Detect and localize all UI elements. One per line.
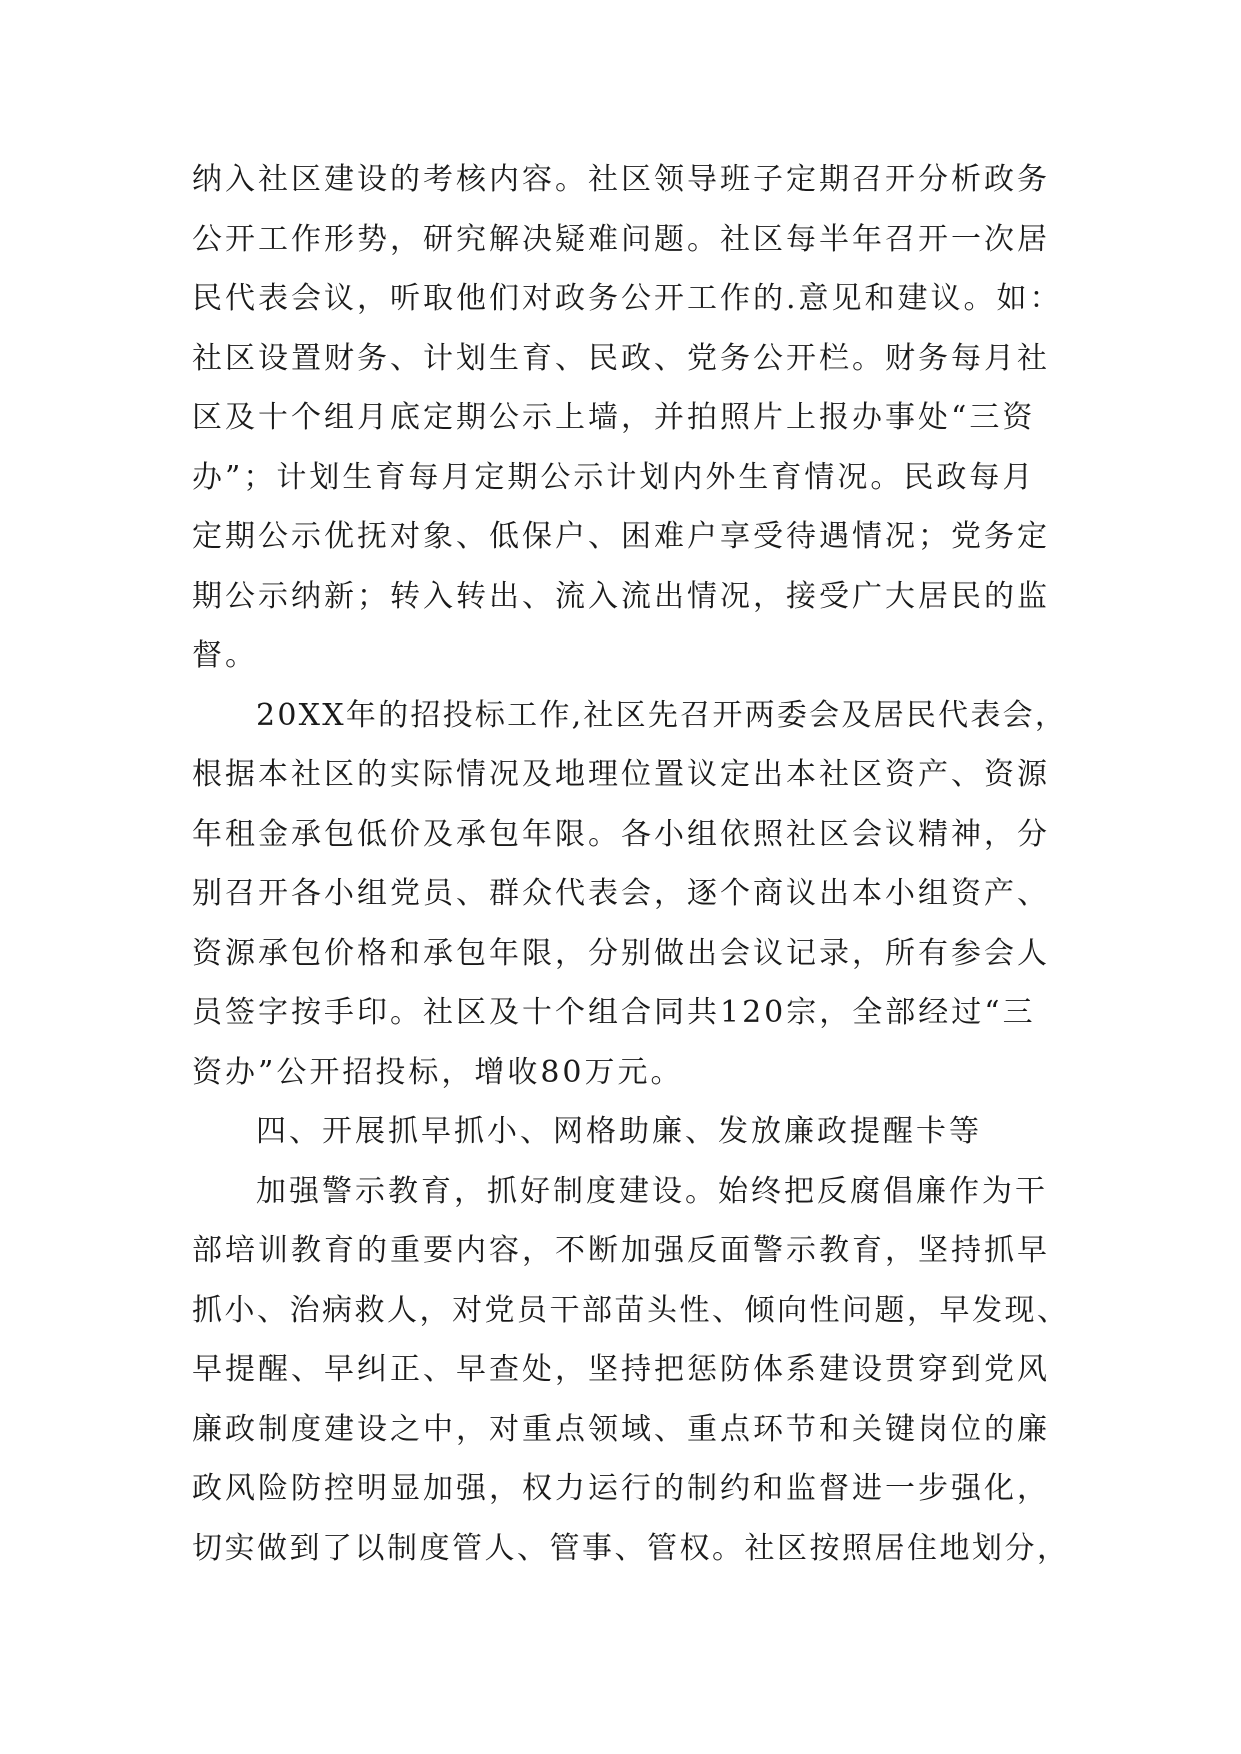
text-line: 年租金承包低价及承包年限。各小组依照社区会议精神，分 <box>192 816 1050 852</box>
text-line: 别召开各小组党员、群众代表会，逐个商议出本小组资产、 <box>192 876 1050 911</box>
text-line: 政风险防控明显加强，权力运行的制约和监督进一步强化， <box>192 1471 1050 1506</box>
section-heading: 四、开展抓早抓小、网格助廉、发放廉政提醒卡等 <box>256 1114 982 1149</box>
text-line: 定期公示优抚对象、低保户、困难户享受待遇情况；党务定 <box>192 519 1050 554</box>
text-line: 期公示纳新；转入转出、流入流出情况，接受广大居民的监 <box>192 578 1050 614</box>
text-line: 20XX年的招投标工作,社区先召开两委会及居民代表会， <box>256 697 1068 733</box>
text-line: 办”；计划生育每月定期公示计划内外生育情况。民政每月 <box>192 459 1036 495</box>
text-line: 员签字按手印。社区及十个组合同共120宗，全部经过“三 <box>192 995 1036 1030</box>
text-line: 廉政制度建设之中，对重点领域、重点环节和关键岗位的廉 <box>192 1411 1050 1447</box>
text-line: 纳入社区建设的考核内容。社区领导班子定期召开分析政务 <box>192 162 1050 197</box>
text-line: 根据本社区的实际情况及地理位置议定出本社区资产、资源 <box>192 757 1050 792</box>
text-line: 早提醒、早纠正、早查处，坚持把惩防体系建设贯穿到党风 <box>192 1352 1050 1387</box>
text-line: 民代表会议，听取他们对政务公开工作的.意见和建议。如： <box>192 281 1063 316</box>
text-line: 加强警示教育，抓好制度建设。始终把反腐倡廉作为干 <box>256 1173 1048 1209</box>
text-line: 部培训教育的重要内容，不断加强反面警示教育，坚持抓早 <box>192 1233 1050 1268</box>
text-line: 资办”公开招投标，增收80万元。 <box>192 1054 684 1090</box>
text-line: 公开工作形势，研究解决疑难问题。社区每半年召开一次居 <box>192 221 1050 257</box>
text-line: 社区设置财务、计划生育、民政、党务公开栏。财务每月社 <box>192 340 1050 376</box>
text-line: 资源承包价格和承包年限，分别做出会议记录，所有参会人 <box>192 935 1050 971</box>
body-text <box>192 150 1072 1578</box>
text-line: 督。 <box>192 638 258 673</box>
text-line: 区及十个组月底定期公示上墙，并拍照片上报办事处“三资 <box>192 400 1036 435</box>
text-line: 抓小、治病救人，对党员干部苗头性、倾向性问题，早发现、 <box>192 1292 1070 1328</box>
text-line: 切实做到了以制度管人、管事、管权。社区按照居住地划分， <box>192 1530 1070 1566</box>
